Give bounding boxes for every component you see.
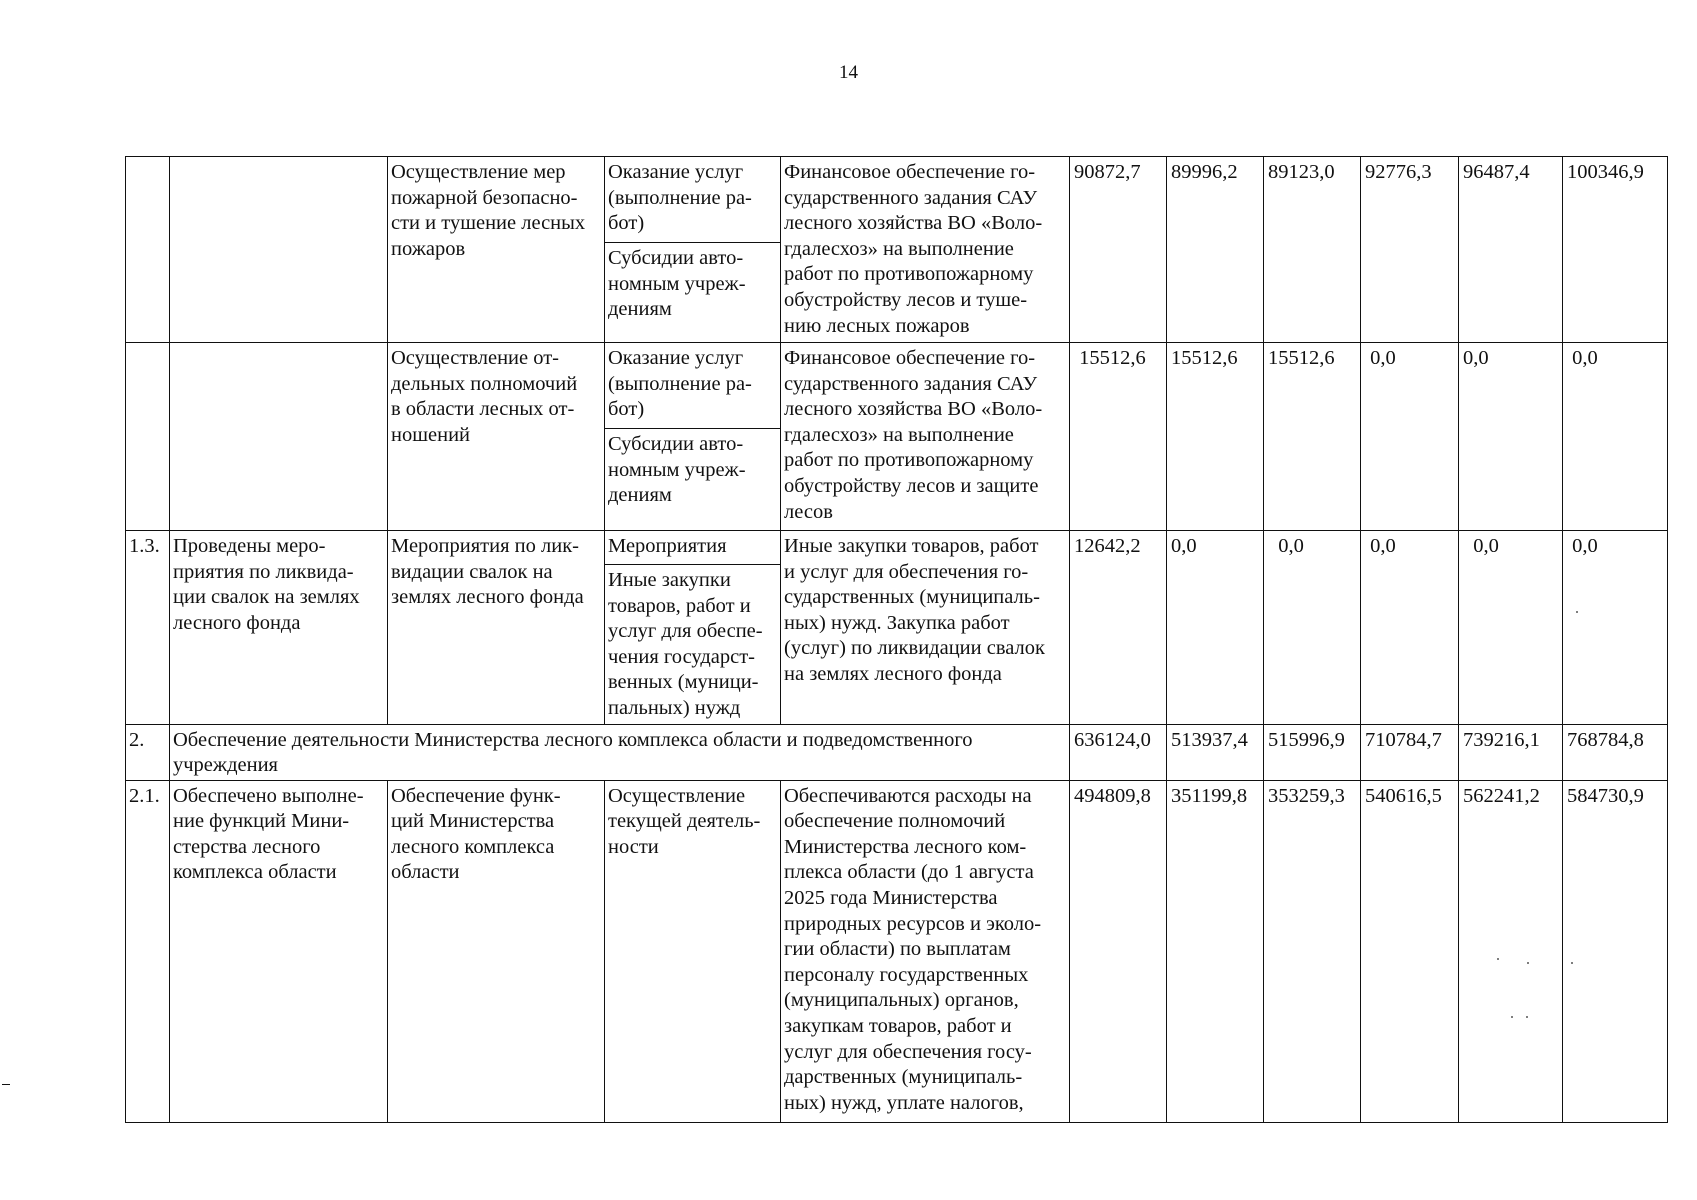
margin-mark (2, 1084, 10, 1085)
description-cell: Финансовое обеспечение го- сударственного задания САУ лесного хозяйства ВО «Воло- гдалесхоз» на выполнение работ по противопожарному обустройству лесов и защите лесов (781, 343, 1070, 531)
value-cell: 15512,6 (1264, 343, 1361, 531)
value-cell: 353259,3 (1264, 780, 1361, 1122)
value-cell: 0,0 (1264, 531, 1361, 725)
value-cell: 562241,2 (1459, 780, 1563, 1122)
expense-type-cell (605, 157, 781, 343)
value-cell: 0,0 (1167, 531, 1264, 725)
row-index (126, 157, 170, 343)
scan-speck (1576, 611, 1578, 613)
row-index: 1.3. (126, 531, 170, 725)
measure-cell: Осуществление от- дельных полномочий в области лесных от- ношений (388, 343, 605, 531)
measure-cell: Осуществление мер пожарной безопасно- сти и тушение лесных пожаров (388, 157, 605, 343)
expense-type-top: Мероприятия (605, 531, 780, 565)
value-cell: 494809,8 (1070, 780, 1167, 1122)
value-cell: 0,0 (1459, 531, 1563, 725)
scan-speck (1511, 1016, 1513, 1018)
scan-speck (1497, 958, 1499, 960)
program-table (125, 156, 1668, 1123)
value-cell: 768784,8 (1563, 724, 1668, 780)
expense-type-top: Оказание услуг (выполнение ра- бот) (605, 343, 780, 429)
value-cell: 739216,1 (1459, 724, 1563, 780)
value-cell: 100346,9 (1563, 157, 1668, 343)
measure-cell: Обеспечение функ- ций Министерства лесного комплекса области (388, 780, 605, 1122)
row-index: 2.1. (126, 780, 170, 1122)
result-cell (170, 157, 388, 343)
value-cell: 0,0 (1563, 531, 1668, 725)
description-cell: Обеспечиваются расходы на обеспечение полномочий Министерства лесного ком- плекса области (до 1 августа 2025 года Министерства природных ресурсов и эколо- гии области) по выплатам персоналу государственных (муниципальных) органов, закупкам товаров, работ и услуг для обеспечения госу- дарственных (муниципаль- ных) нужд, уплате налогов, (781, 780, 1070, 1122)
value-cell: 515996,9 (1264, 724, 1361, 780)
value-cell: 15512,6 (1167, 343, 1264, 531)
expense-type-cell (605, 343, 781, 531)
value-cell: 12642,2 (1070, 531, 1167, 725)
result-cell (170, 343, 388, 531)
scan-speck (1571, 962, 1573, 964)
value-cell: 90872,7 (1070, 157, 1167, 343)
table-row (126, 343, 1668, 531)
value-cell: 0,0 (1563, 343, 1668, 531)
measure-cell: Мероприятия по лик- видации свалок на землях лесного фонда (388, 531, 605, 725)
result-cell: Проведены меро- приятия по ликвида- ции свалок на землях лесного фонда (170, 531, 388, 725)
section-row (126, 724, 1668, 780)
row-index (126, 343, 170, 531)
table-row (126, 531, 1668, 725)
expense-type-bottom: Субсидии авто- номным учреж- дениям (608, 247, 746, 321)
expense-type-cell (605, 531, 781, 725)
value-cell: 0,0 (1361, 531, 1459, 725)
value-cell: 0,0 (1361, 343, 1459, 531)
value-cell: 89123,0 (1264, 157, 1361, 343)
result-cell: Обеспечено выполне- ние функций Мини- стерства лесного комплекса области (170, 780, 388, 1122)
value-cell: 351199,8 (1167, 780, 1264, 1122)
value-cell: 96487,4 (1459, 157, 1563, 343)
description-cell: Иные закупки товаров, работ и услуг для обеспечения го- сударственных (муниципаль- ных) нужд. Закупка работ (услуг) по ликвидации свалок на землях лесного фонда (781, 531, 1070, 725)
expense-type-bottom: Субсидии авто- номным учреж- дениям (608, 433, 746, 507)
section-index: 2. (126, 724, 170, 780)
value-cell: 89996,2 (1167, 157, 1264, 343)
expense-type-top: Оказание услуг (выполнение ра- бот) (605, 157, 780, 243)
section-title: Обеспечение деятельности Министерства лесного комплекса области и подведомственного учреждения (170, 724, 1070, 780)
value-cell: 92776,3 (1361, 157, 1459, 343)
value-cell: 540616,5 (1361, 780, 1459, 1122)
table-row (126, 780, 1668, 1122)
scan-speck (1526, 1016, 1528, 1018)
table-row (126, 157, 1668, 343)
value-cell: 710784,7 (1361, 724, 1459, 780)
value-cell: 636124,0 (1070, 724, 1167, 780)
expense-type-bottom: Иные закупки товаров, работ и услуг для обеспе- чения государст- венных (муници- пальных) нужд (608, 569, 763, 719)
page-number: 14 (839, 62, 858, 83)
value-cell: 15512,6 (1070, 343, 1167, 531)
expense-type-cell: Осуществление текущей деятель- ности (605, 780, 781, 1122)
value-cell: 513937,4 (1167, 724, 1264, 780)
value-cell: 584730,9 (1563, 780, 1668, 1122)
value-cell: 0,0 (1459, 343, 1563, 531)
scan-speck (1527, 962, 1529, 964)
description-cell: Финансовое обеспечение го- сударственного задания САУ лесного хозяйства ВО «Воло- гдалесхоз» на выполнение работ по противопожарному обустройству лесов и туше- нию лесных пожаров (781, 157, 1070, 343)
